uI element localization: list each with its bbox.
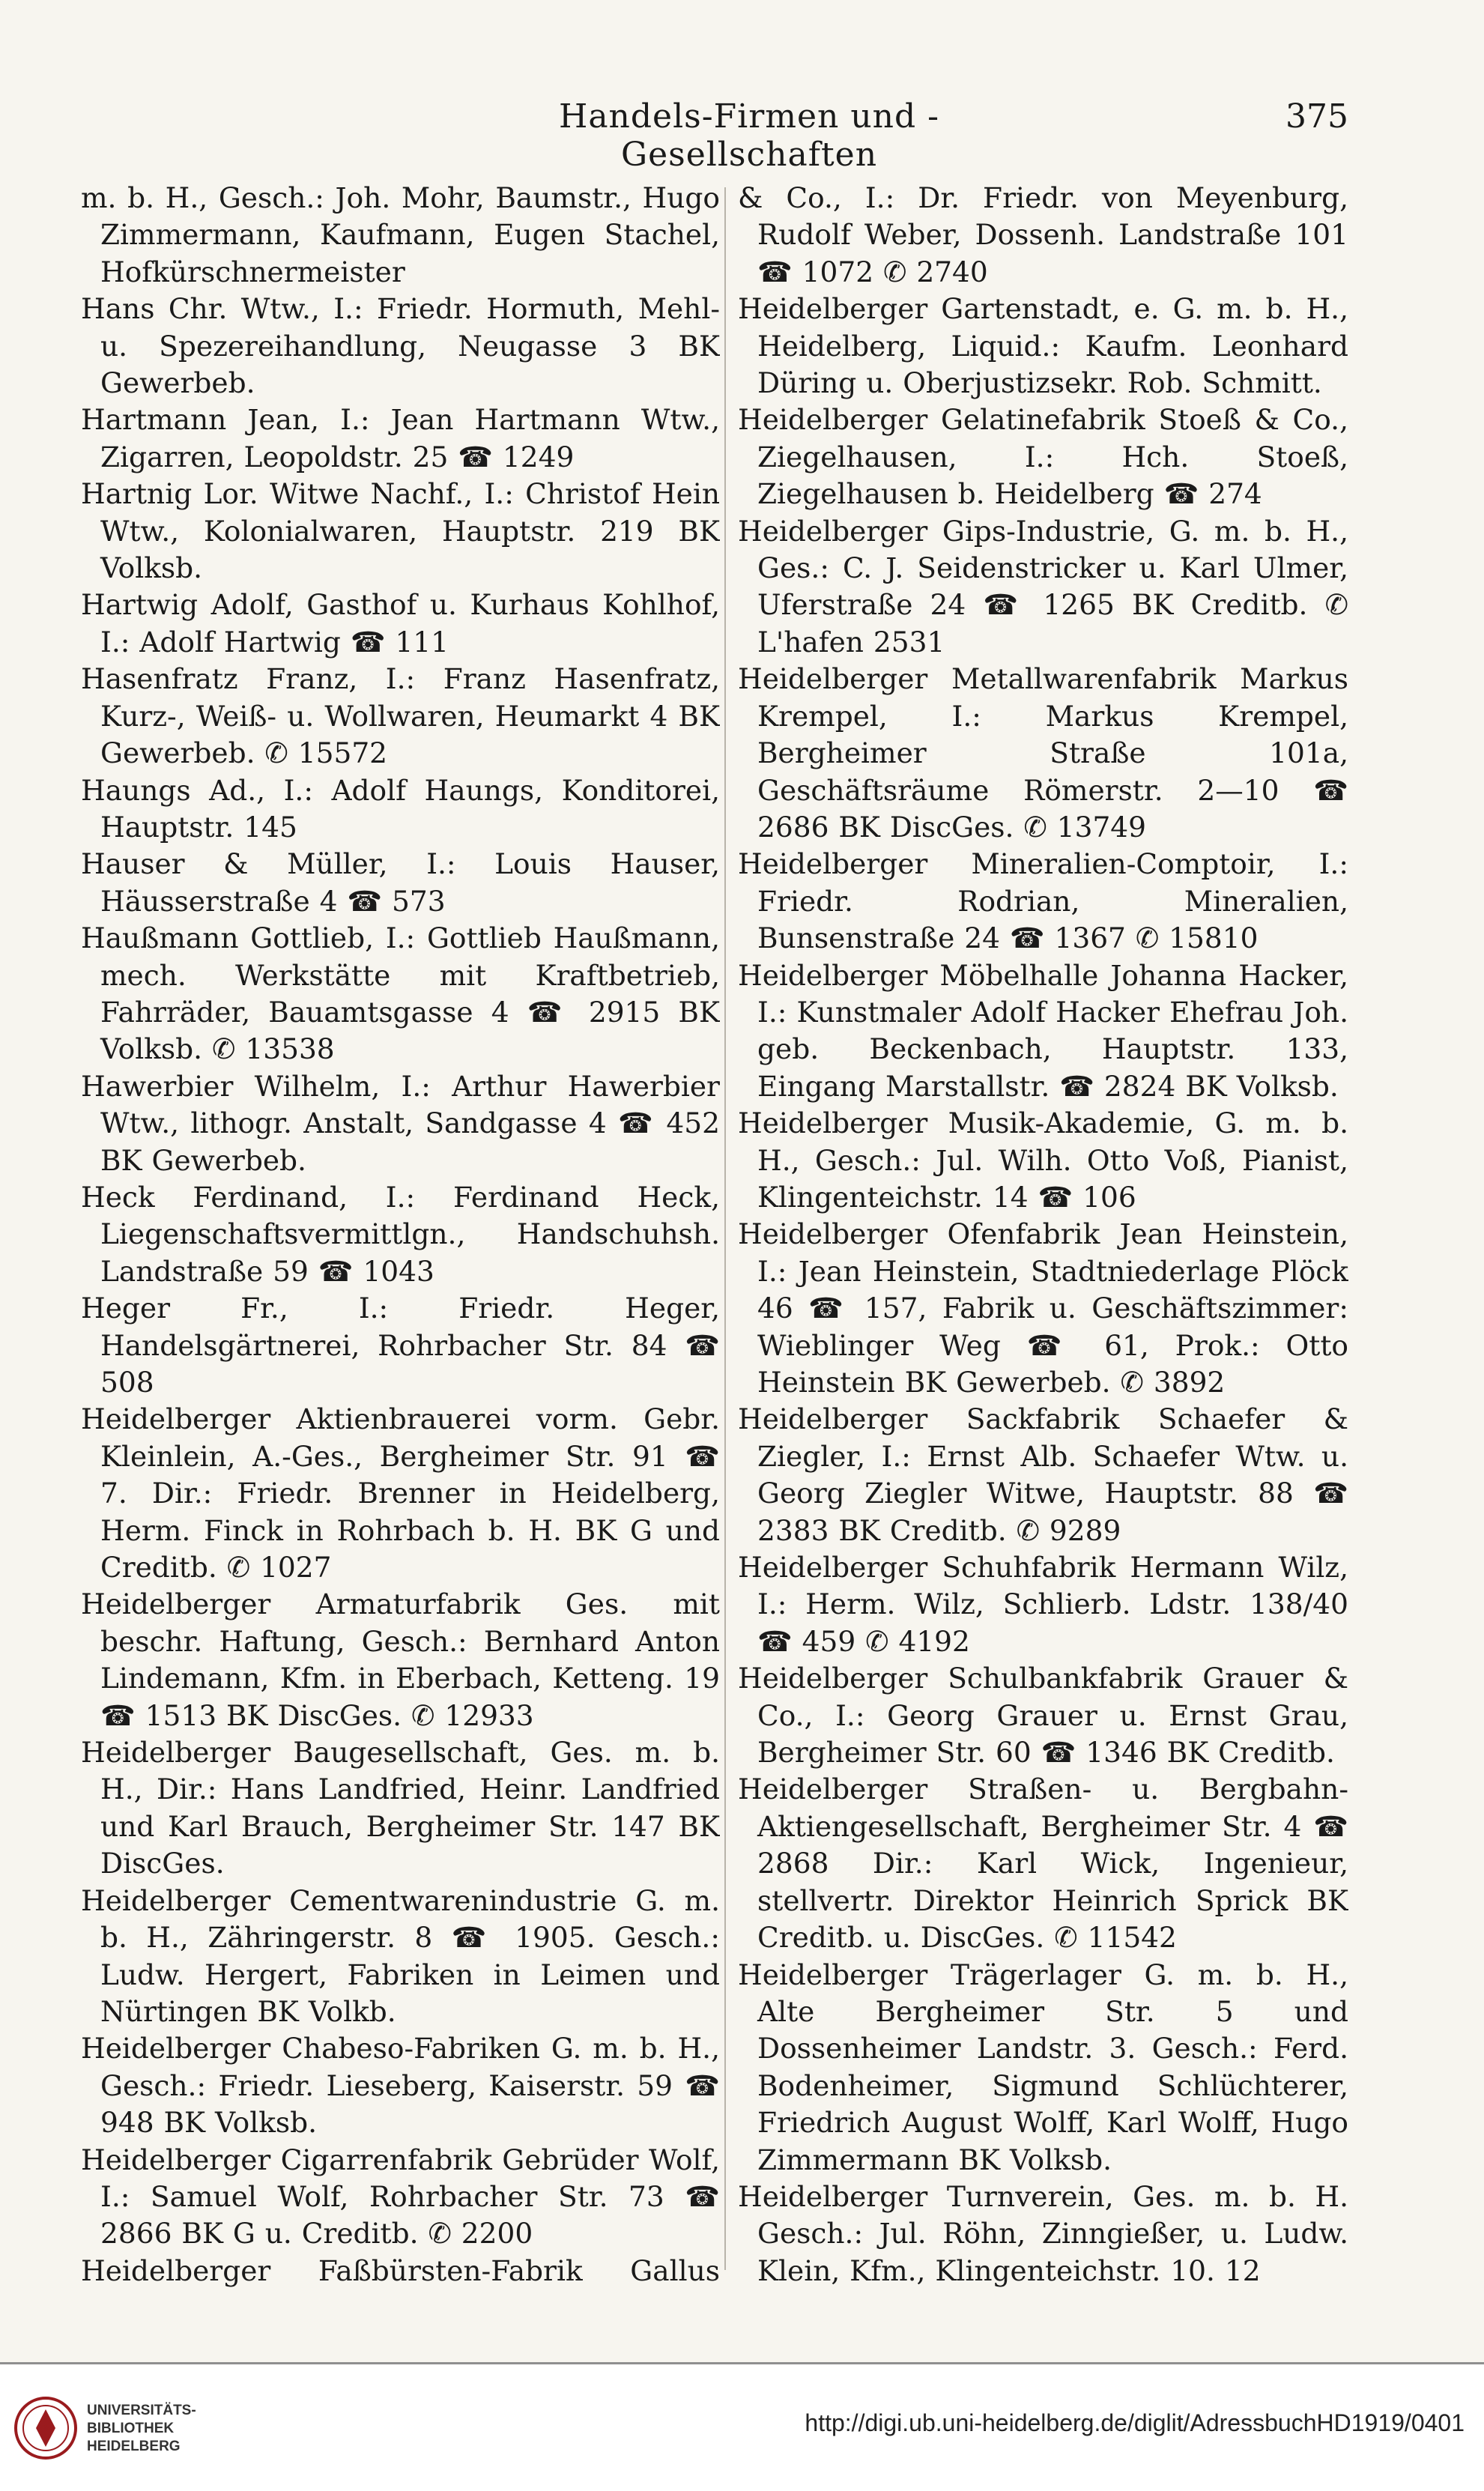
directory-entry: Haungs Ad., I.: Adolf Haungs, Konditorei, Hauptstr. 145	[81, 773, 720, 844]
running-title: Handels-Firmen und -Gesellschaften	[558, 97, 940, 174]
directory-entry: Hans Chr. Wtw., I.: Friedr. Hormuth, Mehl- u. Spezereihandlung, Neugasse 3 BK Gewerbeb.	[81, 292, 720, 400]
directory-entry: Heidelberger Möbelhalle Johanna Hacker, I.: Kunstmaler Adolf Hacker Ehefrau Joh. geb. Beckenbach, Hauptstr. 133, Eingang Marstallstr. ☎ 2824 BK Volksb.	[738, 958, 1348, 1103]
column-divider	[724, 187, 726, 2270]
directory-entry: Hartnig Lor. Witwe Nachf., I.: Christof Hein Wtw., Kolonialwaren, Hauptstr. 219 BK Volksb.	[81, 477, 720, 585]
directory-entry: Hartwig Adolf, Gasthof u. Kurhaus Kohlhof, I.: Adolf Hartwig ☎ 111	[81, 588, 720, 659]
directory-entry: Heidelberger Faßbürsten-Fabrik Gallus	[81, 2254, 720, 2287]
page-number: 375	[1285, 97, 1348, 136]
directory-entry: Heidelberger Gartenstadt, e. G. m. b. H., Heidelberg, Liquid.: Kaufm. Leonhard Düring u. Oberjustizsekr. Rob. Schmitt.	[738, 292, 1348, 400]
library-logo	[13, 2396, 238, 2463]
directory-entry: Heidelberger Armaturfabrik Ges. mit beschr. Haftung, Gesch.: Bernhard Anton Lindemann, Kfm. in Eberbach, Ketteng. 19 ☎ 1513 BK DiscGes. ✆ 12933	[81, 1587, 720, 1732]
library-name-line: UNIVERSITÄTS-	[87, 2403, 196, 2418]
library-name-line: BIBLIOTHEK	[87, 2421, 175, 2436]
directory-entry: Heidelberger Chabeso-Fabriken G. m. b. H., Gesch.: Friedr. Lieseberg, Kaiserstr. 59 ☎ 948 BK Volksb.	[81, 2032, 720, 2140]
directory-entry: Heidelberger Cigarrenfabrik Gebrüder Wolf, I.: Samuel Wolf, Rohrbacher Str. 73 ☎ 2866 BK G u. Creditb. ✆ 2200	[81, 2143, 720, 2251]
directory-entry	[738, 2289, 1348, 2292]
directory-entry: Hartmann Jean, I.: Jean Hartmann Wtw., Zigarren, Leopoldstr. 25 ☎ 1249	[81, 403, 720, 473]
directory-entry: Hasenfratz Franz, I.: Franz Hasenfratz, Kurz-, Weiß- u. Wollwaren, Heumarkt 4 BK Gewerbeb. ✆ 15572	[81, 662, 720, 770]
directory-entry: Hawerbier Wilhelm, I.: Arthur Hawerbier Wtw., lithogr. Anstalt, Sandgasse 4 ☎ 452 BK Gewerbeb.	[81, 1069, 720, 1177]
source-url-link[interactable]: http://digi.ub.uni-heidelberg.de/diglit/AdressbuchHD1919/0401	[805, 2409, 1465, 2436]
library-name-line: HEIDELBERG	[87, 2439, 181, 2454]
directory-entry: Heidelberger Turnverein, Ges. m. b. H. Gesch.: Jul. Röhn, Zinngießer, u. Ludw. Klein, Kfm., Klingenteichstr. 10. 12	[738, 2179, 1348, 2287]
left-column	[81, 180, 720, 2292]
right-column	[738, 180, 1348, 2292]
directory-entry: Heck Ferdinand, I.: Ferdinand Heck, Liegenschaftsvermittlgn., Handschuhsh. Landstraße 59 ☎ 1043	[81, 1180, 720, 1288]
directory-entry: Haußmann Gottlieb, I.: Gottlieb Haußmann, mech. Werkstätte mit Kraftbetrieb, Fahrräder, Bauamtsgasse 4 ☎ 2915 BK Volksb. ✆ 13538	[81, 921, 720, 1066]
directory-entry: Heger Fr., I.: Friedr. Heger, Handelsgärtnerei, Rohrbacher Str. 84 ☎ 508	[81, 1292, 720, 1399]
directory-entry: Heidelberger Gips-Industrie, G. m. b. H., Ges.: C. J. Seidenstricker u. Karl Ulmer, Uferstraße 24 ☎ 1265 BK Creditb. ✆ L'hafen 2531	[738, 514, 1348, 659]
directory-entry: Heidelberger Baugesellschaft, Ges. m. b. H., Dir.: Hans Landfried, Heinr. Landfried und Karl Brauch, Bergheimer Str. 147 BK DiscGes.	[81, 1736, 720, 1880]
directory-entry: Heidelberger Musik-Akademie, G. m. b. H., Gesch.: Jul. Wilh. Otto Voß, Pianist, Klingenteichstr. 14 ☎ 106	[738, 1107, 1348, 1214]
directory-entry: m. b. H., Gesch.: Joh. Mohr, Baumstr., Hugo Zimmermann, Kaufmann, Eugen Stachel, Hofkürschnermeister	[81, 181, 720, 288]
directory-entry: Heidelberger Sackfabrik Schaefer & Ziegler, I.: Ernst Alb. Schaefer Wtw. u. Georg Ziegler Witwe, Hauptstr. 88 ☎ 2383 BK Creditb. ✆ 9289	[738, 1402, 1348, 1547]
page-header	[75, 97, 1348, 174]
library-name	[87, 2402, 196, 2456]
directory-entry: Heidelberger Straßen- u. Bergbahn-Aktiengesellschaft, Bergheimer Str. 4 ☎ 2868 Dir.: Karl Wick, Ingenieur, stellvertr. Direktor Heinrich Sprick BK Creditb. u. DiscGes. ✆ 11542	[738, 1773, 1348, 1955]
directory-entry: Heidelberger Gelatinefabrik Stoeß & Co., Ziegelhausen, I.: Hch. Stoeß, Ziegelhausen b. Heidelberg ☎ 274	[738, 403, 1348, 511]
library-footer	[0, 2364, 1484, 2491]
directory-entry: Heidelberger Schuhfabrik Hermann Wilz, I.: Herm. Wilz, Schlierb. Ldstr. 138/40 ☎ 459 ✆ 4192	[738, 1551, 1348, 1658]
directory-entry: Heidelberger Metallwarenfabrik Markus Krempel, I.: Markus Krempel, Bergheimer Straße 101a, Geschäftsräume Römerstr. 2—10 ☎ 2686 BK DiscGes. ✆ 13749	[738, 662, 1348, 844]
directory-entry: Heidelberger Schulbankfabrik Grauer & Co., I.: Georg Grauer u. Ernst Grau, Bergheimer Str. 60 ☎ 1346 BK Creditb.	[738, 1662, 1348, 1770]
directory-entry: Heidelberger Mineralien-Comptoir, I.: Friedr. Rodrian, Mineralien, Bunsenstraße 24 ☎ 1367 ✆ 15810	[738, 847, 1348, 955]
directory-entry: Heidelberger Cementwarenindustrie G. m. b. H., Zähringerstr. 8 ☎ 1905. Gesch.: Ludw. Hergert, Fabriken in Leimen und Nürtingen BK Volkb.	[81, 1883, 720, 2028]
directory-entry: Heidelberger Trägerlager G. m. b. H., Alte Bergheimer Str. 5 und Dossenheimer Landstr. 3. Gesch.: Ferd. Bodenheimer, Sigmund Schlüchterer, Friedrich August Wolff, Karl Wolff, Hugo Zimmermann BK Volksb.	[738, 1958, 1348, 2176]
directory-entry: Heidelberger Ofenfabrik Jean Heinstein, I.: Jean Heinstein, Stadtniederlage Plöck 46 ☎ 157, Fabrik u. Geschäftszimmer: Wieblinger Weg ☎ 61, Prok.: Otto Heinstein BK Gewerbeb. ✆ 3892	[738, 1217, 1348, 1399]
directory-entry: Heidelberger Aktienbrauerei vorm. Gebr. Kleinlein, A.-Ges., Bergheimer Str. 91 ☎ 7. Dir.: Friedr. Brenner in Heidelberg, Herm. Finck in Rohrbach b. H. BK G und Creditb. ✆ 1027	[81, 1402, 720, 1585]
directory-entry: & Co., I.: Dr. Friedr. von Meyenburg, Rudolf Weber, Dossenh. Landstraße 101 ☎ 1072 ✆ 2740	[738, 181, 1348, 288]
directory-entry: Hauser & Müller, I.: Louis Hauser, Häusserstraße 4 ☎ 573	[81, 847, 720, 918]
library-seal-icon	[13, 2396, 78, 2460]
